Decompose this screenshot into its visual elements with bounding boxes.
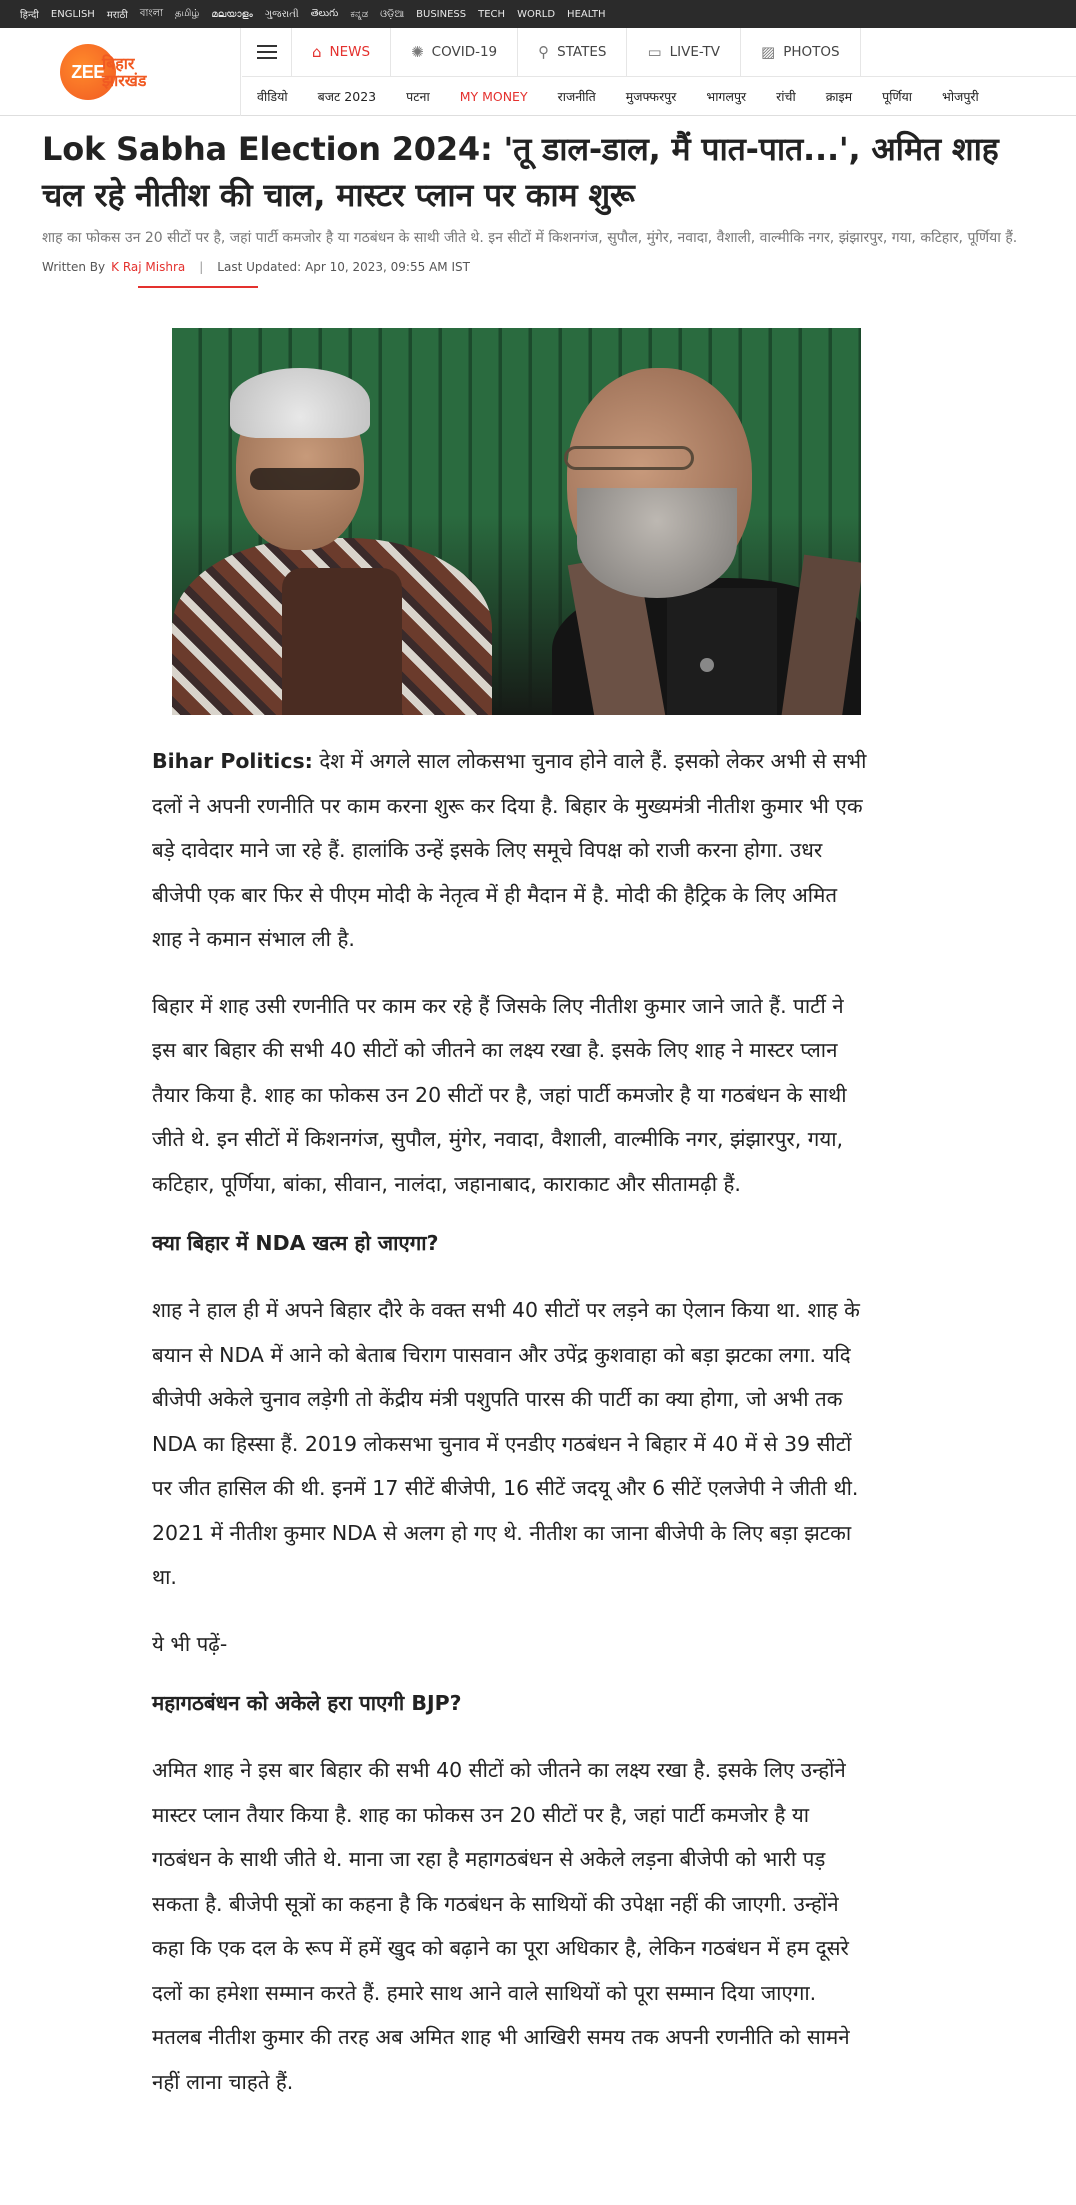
lang-link-english[interactable]: ENGLISH	[50, 8, 95, 20]
logo-line-jharkhand: झारखंड	[102, 71, 147, 90]
lang-link-health[interactable]: HEALTH	[567, 8, 606, 20]
subnav-muzaffarpur[interactable]: मुजफ्फरपुर	[625, 89, 677, 104]
lang-link-gujarati[interactable]: ગુજરાતી	[264, 8, 299, 20]
author-link[interactable]: K Raj Mishra	[111, 260, 186, 274]
zee-logo-mark: ZEE	[60, 44, 116, 100]
nav-item-covid[interactable]	[391, 28, 518, 76]
nav-item-live-tv[interactable]	[627, 28, 741, 76]
lang-link-hindi[interactable]: हिन्दी	[20, 10, 39, 21]
article-header	[0, 116, 1076, 288]
virus-icon: ✺	[411, 43, 424, 61]
article-body	[152, 739, 872, 2104]
article-byline	[42, 260, 1042, 274]
article-paragraph	[152, 739, 872, 962]
article-headline: Lok Sabha Election 2024: 'तू डाल-डाल, मैं पात-पात...', अमित शाह चल रहे नीतीश की चाल, मास्टर प्लान पर काम शुरू	[42, 130, 999, 214]
nav-item-label: PHOTOS	[783, 44, 840, 60]
nav-spacer	[861, 28, 1076, 76]
lang-link-odia[interactable]: ଓଡ଼ିଆ	[380, 8, 405, 20]
logo-region-text	[102, 55, 146, 89]
location-pin-icon: ⚲	[538, 43, 550, 61]
paragraph-text: देश में अगले साल लोकसभा चुनाव होने वाले हैं. इसको लेकर अभी से सभी दलों ने अपनी रणनीति पर काम करना शुरू कर दिया है. बिहार के मुख्यमंत्री नीतीश कुमार भी एक बड़े दावेदार माने जा रहे हैं. हालांकि उन्हें इसके लिए समूचे विपक्ष को राजी करना होगा. उधर बीजेपी एक बार फिर से पीएम मोदी के नेतृत्व में ही मैदान में है. मोदी की हैट्रिक के लिए अमित शाह ने कमान संभाल ली है.	[152, 749, 867, 951]
lang-link-tamil[interactable]: தமிழ்	[175, 8, 200, 19]
subnav-crime[interactable]: क्राइम	[825, 89, 853, 104]
last-updated: Last Updated: Apr 10, 2023, 09:55 AM IST	[217, 260, 470, 274]
language-bar	[0, 0, 1076, 28]
secondary-nav	[242, 76, 1076, 116]
paragraph-lead: Bihar Politics:	[152, 749, 313, 773]
logo-line-bihar: बिहार	[102, 54, 135, 73]
subnav-purnia[interactable]: पूर्णिया	[882, 89, 913, 104]
lang-link-telugu[interactable]: తెలుగు	[310, 8, 339, 19]
also-read-label: ये भी पढ़ें-	[152, 1631, 228, 1656]
author-underline	[138, 286, 258, 288]
site-header	[0, 28, 1076, 116]
nav-item-label: STATES	[557, 44, 607, 60]
nav-item-label: LIVE-TV	[669, 44, 721, 60]
image-icon: ▨	[761, 43, 776, 61]
lang-link-kannada[interactable]: ಕನ್ನಡ	[350, 8, 369, 20]
tv-icon: ▭	[647, 43, 662, 61]
article-paragraph: शाह ने हाल ही में अपने बिहार दौरे के वक्त सभी 40 सीटों पर लड़ने का ऐलान किया था. शाह के बयान से NDA में आने को बेताब चिराग पासवान और उपेंद्र कुशवाहा को बड़ा झटका लगा. यदि बीजेपी अकेले चुनाव लड़ेगी तो केंद्रीय मंत्री पशुपति पारस की पार्टी का क्या होगा, जो अभी तक NDA का हिस्सा हैं. 2019 लोकसभा चुनाव में एनडीए गठबंधन ने बिहार में 40 में से 39 सीटों पर जीत हासिल की थी. इनमें 17 सीटें बीजेपी, 16 सीटें जदयू और 6 सीटें एलजेपी ने जीती थी. 2021 में नीतीश कुमार NDA से अलग हो गए थे. नीतीश का जाना बीजेपी के लिए बड़ा झटका था.	[152, 1298, 860, 1589]
home-icon: ⌂	[312, 43, 322, 61]
subnav-my-money[interactable]: MY MONEY	[459, 89, 528, 104]
subnav-bhojpuri[interactable]: भोजपुरी	[942, 89, 979, 104]
lang-link-tech[interactable]: TECH	[478, 8, 506, 20]
written-by-label: Written By	[42, 260, 106, 274]
article-summary: शाह का फोकस उन 20 सीटों पर है, जहां पार्टी कमजोर है या गठबंधन के साथी जीते थे. इन सीटों में किशनगंज, सुपौल, मुंगेर, नवादा, वैशाली, वाल्मीकि नगर, झंझारपुर, गया, कटिहार, पूर्णिया हैं.	[42, 230, 1018, 246]
primary-nav	[242, 28, 1076, 76]
subnav-video[interactable]: वीडियो	[257, 89, 288, 104]
subnav-ranchi[interactable]: रांची	[776, 89, 796, 104]
byline-separator: |	[199, 260, 204, 274]
article-subheading: क्या बिहार में NDA खत्म हो जाएगा?	[152, 1231, 439, 1255]
hamburger-icon[interactable]	[242, 28, 292, 76]
lang-link-world[interactable]: WORLD	[517, 8, 556, 20]
article-hero-image	[172, 328, 861, 715]
nav-item-news[interactable]	[292, 28, 391, 76]
subnav-patna[interactable]: पटना	[406, 89, 430, 104]
article-paragraph: बिहार में शाह उसी रणनीति पर काम कर रहे हैं जिसके लिए नीतीश कुमार जाने जाते हैं. पार्टी ने इस बार बिहार की सभी 40 सीटों को जीतने का लक्ष्य रखा है. इसके लिए शाह ने मास्टर प्लान तैयार किया है. शाह का फोकस उन 20 सीटों पर है, जहां पार्टी कमजोर है या गठबंधन के साथी जीते थे. इन सीटों में किशनगंज, सुपौल, मुंगेर, नवादा, वैशाली, वाल्मीकि नगर, झंझारपुर, गया, कटिहार, पूर्णिया, बांका, सीवान, नालंदा, जहानाबाद, काराकाट और सीतामढ़ी हैं.	[152, 993, 847, 1196]
subnav-budget[interactable]: बजट 2023	[317, 89, 377, 104]
lang-link-malayalam[interactable]: മലയാളം	[211, 8, 253, 20]
nav-item-states[interactable]	[518, 28, 627, 76]
nav-item-photos[interactable]	[741, 28, 861, 76]
nav-item-label: COVID-19	[431, 44, 498, 60]
nav-item-label: NEWS	[329, 44, 371, 60]
lang-link-marathi[interactable]: मराठी	[106, 10, 128, 21]
subnav-bhagalpur[interactable]: भागलपुर	[706, 89, 747, 104]
site-logo[interactable]	[0, 28, 241, 116]
subnav-politics[interactable]: राजनीति	[557, 89, 596, 104]
article-paragraph: अमित शाह ने इस बार बिहार की सभी 40 सीटों को जीतने का लक्ष्य रखा है. इसके लिए उन्होंने मास्टर प्लान तैयार किया है. शाह का फोकस उन 20 सीटों पर है, जहां पार्टी कमजोर है या गठबंधन के साथी जीते थे. माना जा रहा है महागठबंधन से अकेले लड़ना बीजेपी को भारी पड़ सकता है. बीजेपी सूत्रों का कहना है कि गठबंधन के साथियों की उपेक्षा नहीं की जाएगी. उन्होंने कहा कि एक दल के रूप में हमें खुद को बढ़ाने का पूरा अधिकार है, लेकिन गठबंधन में हम दूसरे दलों का हमेशा सम्मान करते हैं. हमारे साथ आने वाले साथियों को पूरा सम्मान दिया जाएगा. मतलब नीतीश कुमार की तरह अब अमित शाह भी आखिरी समय तक अपनी रणनीति को सामने नहीं लाना चाहते हैं.	[152, 1758, 850, 2094]
lang-link-business[interactable]: BUSINESS	[416, 8, 467, 20]
lang-link-bangla[interactable]: বাংলা	[139, 7, 164, 19]
article-subheading: महागठबंधन को अकेले हरा पाएगी BJP?	[152, 1691, 462, 1715]
